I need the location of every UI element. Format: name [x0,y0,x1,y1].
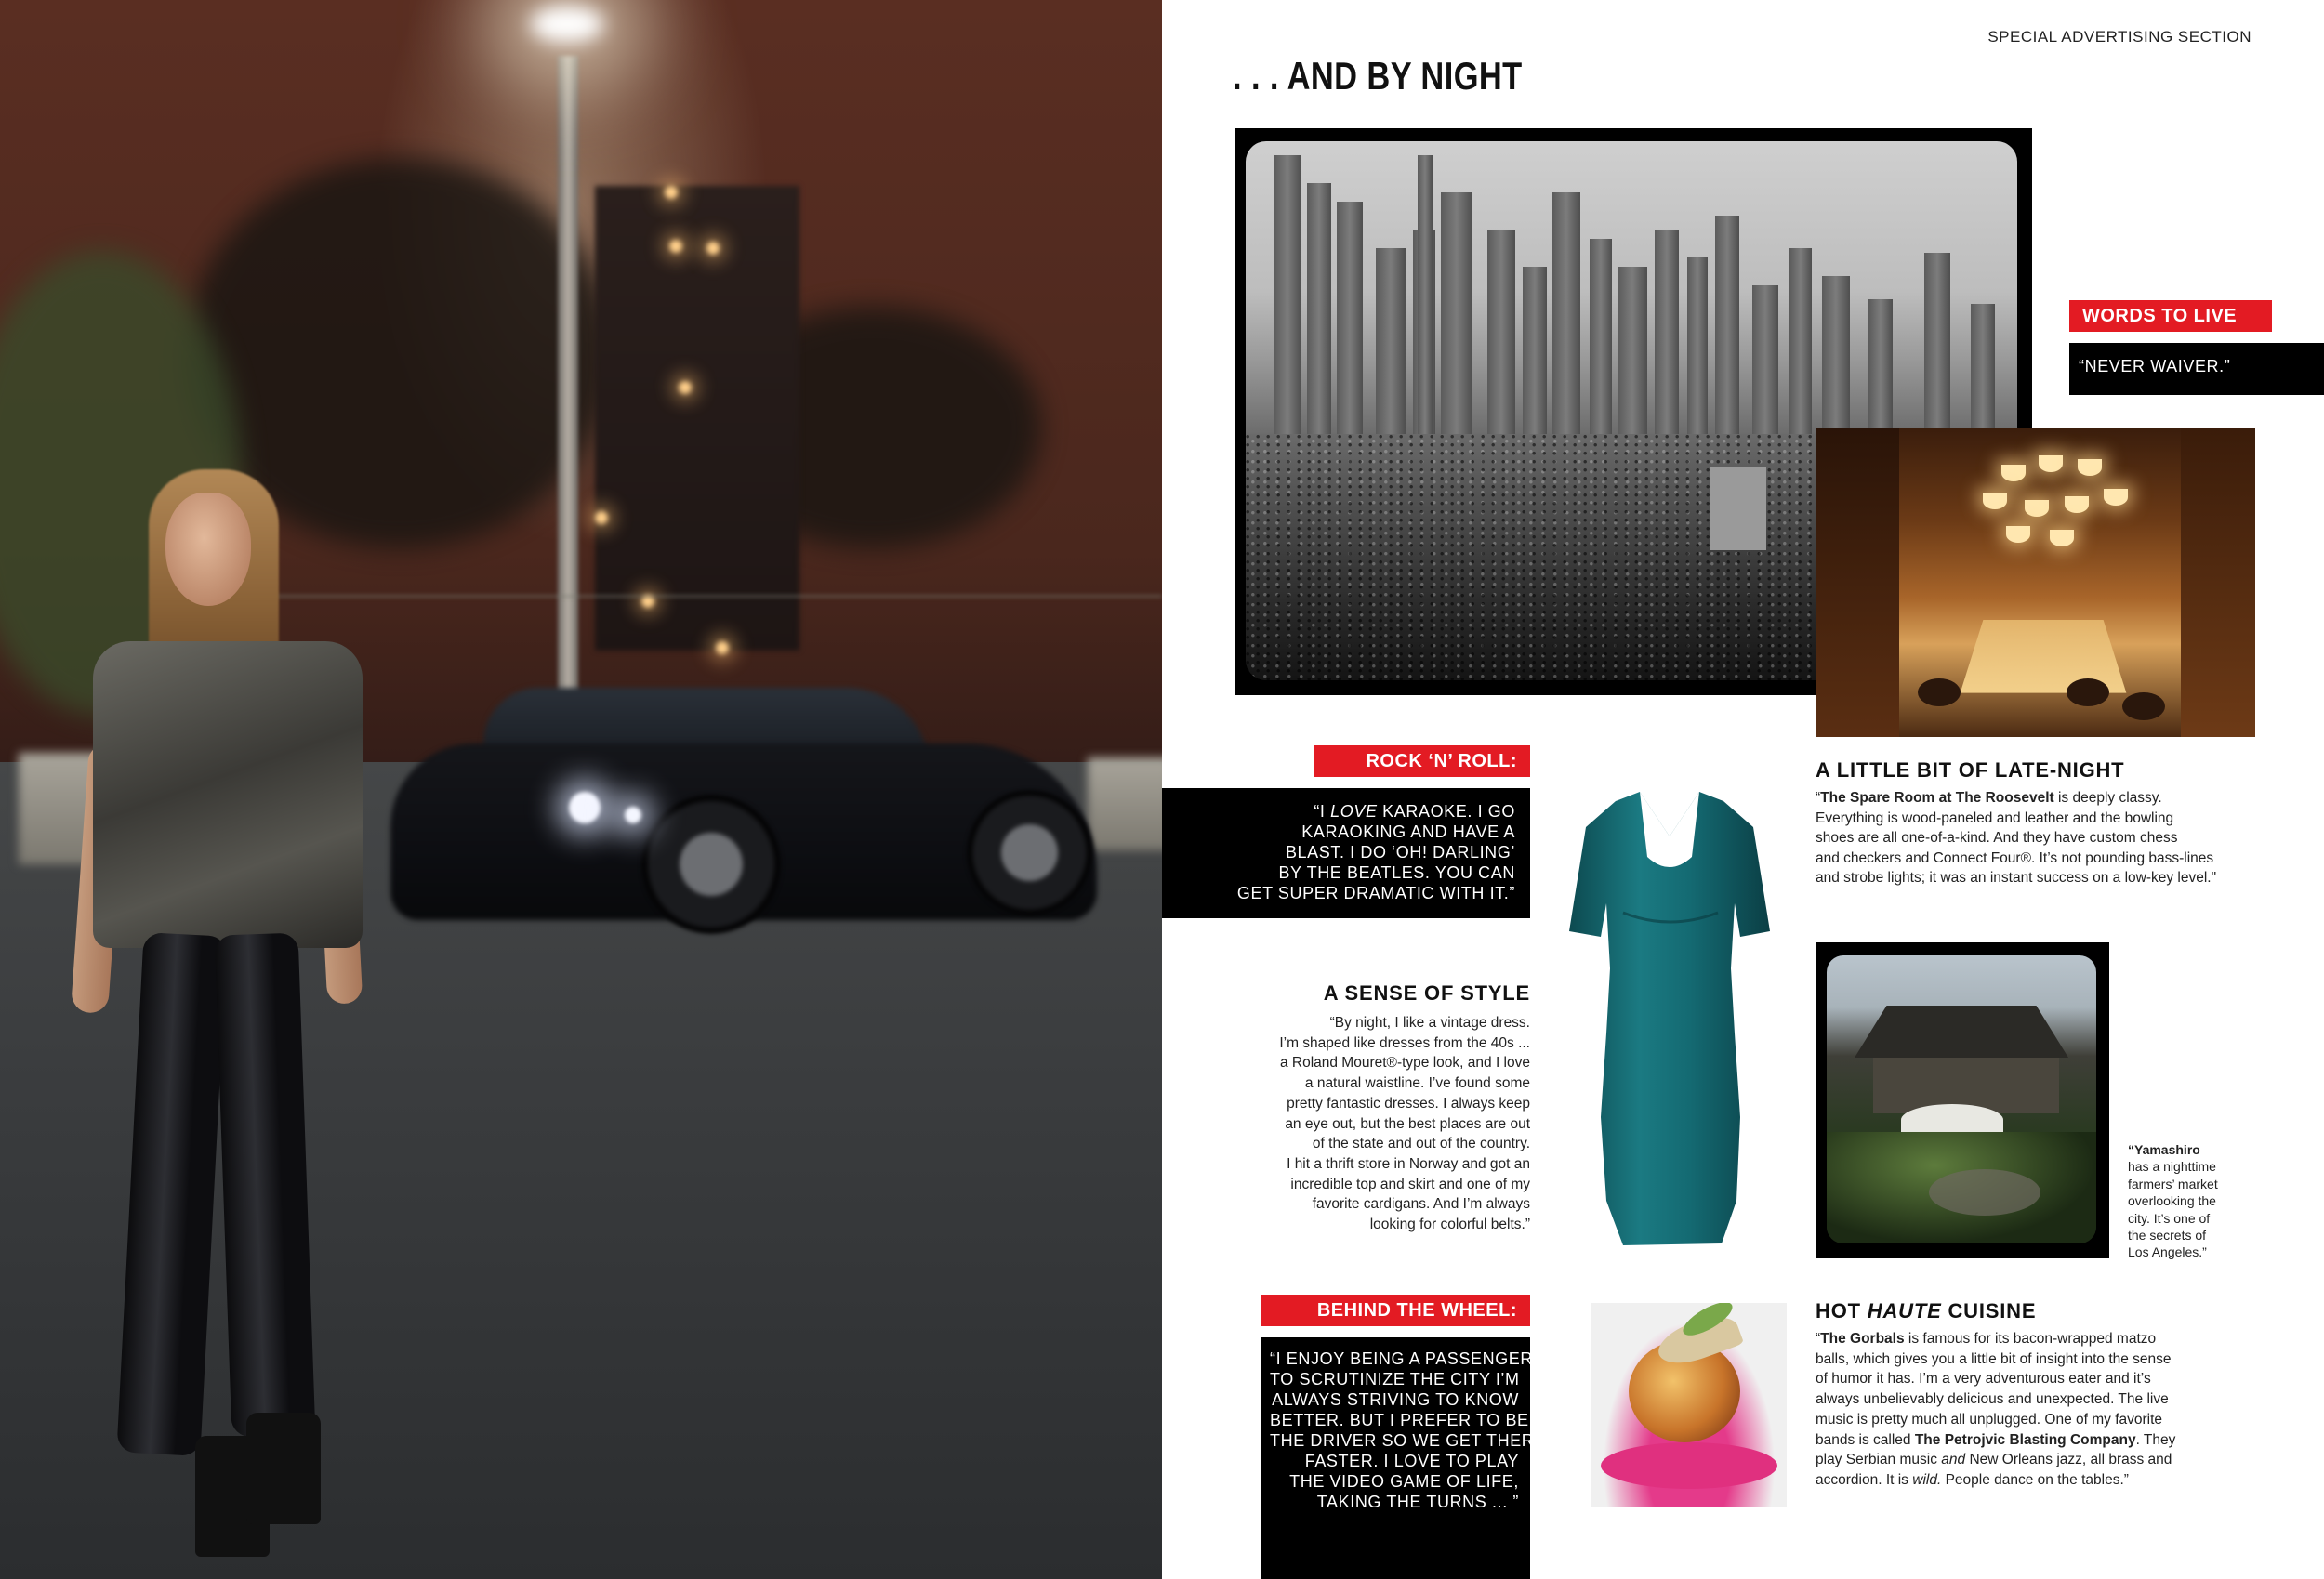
style-line: looking for colorful belts.” [1369,1217,1530,1233]
office-tower [595,186,799,651]
haute-text: People dance on the tables.” [1941,1471,2129,1488]
haute-line: of humor it has. I’m a very adventurous eater and it’s [1816,1371,2151,1388]
late-night-line: shoes are all one-of-a-kind. And they have custom chess [1816,830,2178,846]
window-light [706,242,720,255]
yamashiro-line: has a nighttime [2128,1159,2216,1175]
haute-text: bands is called [1816,1431,1915,1448]
style-line: pretty fantastic dresses. I always keep [1287,1095,1530,1112]
wheel-line: FASTER. I LOVE TO PLAY [1304,1452,1519,1470]
haute-heading-pre: HOT [1816,1299,1861,1322]
words-to-live-by-tag: WORDS TO LIVE [2069,300,2272,332]
bacon-wrapped-matzo-ball-photo [1591,1303,1787,1507]
late-night-line: and checkers and Connect Four®. It’s not pounding bass-lines [1816,849,2214,866]
rock-n-roll-quote [1162,788,1530,918]
yamashiro-caption [2128,1141,2239,1261]
special-advertising-label: SPECIAL ADVERTISING SECTION [1987,28,2251,46]
wheel-line: TO SCRUTINIZE THE CITY I’M [1270,1370,1520,1388]
haute-emphasis: wild. [1912,1471,1942,1488]
wheel-line: “I ENJOY BEING A PASSENGER, [1270,1349,1538,1368]
yamashiro-line: farmers’ market [2128,1176,2218,1191]
late-night-line: Everything is wood-paneled and leather and the bowling [1816,809,2174,826]
yamashiro-image [1827,955,2096,1243]
style-line: a Roland Mouret®-type look, and I love [1279,1055,1530,1072]
car-wheel [641,795,781,934]
style-line: I’m shaped like dresses from the 40s ... [1279,1034,1530,1051]
style-line: an eye out, but the best places are out [1285,1115,1530,1132]
haute-line: “The Gorbals is famous for its bacon-wrapped matzo [1816,1331,2157,1347]
rock-line: GET SUPER DRAMATIC WITH IT.” [1236,884,1515,902]
street-light-glow [530,6,604,43]
late-night-body [1816,788,2271,888]
window-light [665,186,678,199]
teal-vintage-dress [1558,792,1781,1249]
style-line: of the state and out of the country. [1312,1136,1530,1152]
window-light [669,240,682,253]
band-name: The Petrojvic Blasting Company [1914,1431,2136,1448]
yamashiro-line: the secrets of [2128,1228,2207,1243]
haute-heading-post: CUISINE [1948,1299,2037,1322]
haute-line [1816,1450,2234,1470]
haute-text: New Orleans jazz, all brass and [1965,1452,2172,1468]
rock-line: BLAST. I DO ‘OH! DARLING’ [1285,843,1515,862]
section-title: . . . AND BY NIGHT [1233,54,1523,98]
style-heading: A SENSE OF STYLE [1323,981,1530,1005]
style-line: incredible top and skirt and one of my [1290,1176,1530,1192]
haute-text: . They [2135,1431,2176,1448]
rock-emphasis: LOVE [1330,802,1378,821]
haute-line [1816,1470,2234,1491]
style-line: favorite cardigans. And I’m always [1312,1196,1530,1213]
wheel-line: BETTER. BUT I PREFER TO BE [1270,1411,1529,1429]
concrete-barrier [1088,757,1162,850]
rock-line: BY THE BEATLES. YOU CAN [1278,863,1515,882]
wheel-line: TAKING THE TURNS ... ” [1316,1493,1519,1511]
haute-line [1816,1430,2234,1451]
style-body [1208,1013,1530,1235]
haute-line: balls, which gives you a little bit of insight into the sense [1816,1350,2172,1367]
behind-the-wheel-quote [1261,1337,1546,1579]
yamashiro-line: city. It’s one of [2128,1210,2211,1226]
yamashiro-name: “Yamashiro [2128,1142,2200,1157]
wheel-line: THE DRIVER SO WE GET THERE [1270,1431,1546,1450]
haute-line: always unbelievably delicious and unexpected. The live [1816,1391,2169,1408]
rock-line: “I LOVE KARAOKE. I GO [1314,802,1515,821]
haute-text: play Serbian music [1816,1452,1942,1468]
yamashiro-line: Los Angeles.” [2128,1244,2207,1260]
haute-cuisine-heading [1816,1299,2036,1323]
leather-pants-leg [215,933,316,1438]
behind-the-wheel-tag: BEHIND THE WHEEL: [1261,1295,1530,1326]
style-line: a natural waistline. I’ve found some [1304,1075,1530,1092]
haute-text: is famous for its bacon-wrapped matzo [1904,1331,2157,1347]
late-night-line: “The Spare Room at The Roosevelt is deeply classy. [1816,790,2162,806]
late-night-heading: A LITTLE BIT OF LATE-NIGHT [1816,758,2125,782]
rock-line: KARAOKING AND HAVE A [1301,822,1515,841]
spare-room-bar-photo [1816,428,2255,737]
car-headlight [625,807,641,823]
late-night-line: and strobe lights; it was an instant success on a low-key level." [1816,870,2217,886]
window-light [595,511,608,524]
boot [246,1413,321,1524]
window-light [679,381,692,394]
wheel-line: THE VIDEO GAME OF LIFE, [1289,1472,1519,1491]
model-face [165,493,251,606]
style-line: I hit a thrift store in Norway and got an [1287,1155,1530,1172]
rock-n-roll-tag: ROCK ‘N’ ROLL: [1314,745,1530,777]
haute-line: music is pretty much all unplugged. One of my favorite [1816,1411,2163,1428]
haute-cuisine-body [1816,1329,2234,1491]
yamashiro-line: overlooking the [2128,1193,2216,1209]
haute-emphasis: and [1941,1452,1966,1468]
style-line: “By night, I like a vintage dress. [1329,1015,1530,1031]
venue-name: The Spare Room at The Roosevelt [1820,790,2054,806]
wheel-line: ALWAYS STRIVING TO KNOW [1272,1390,1519,1409]
late-night-text: is deeply classy. [2057,790,2162,806]
haute-heading-em: HAUTE [1867,1299,1942,1322]
haute-text: accordion. It is [1816,1471,1913,1488]
car-headlight [569,792,601,823]
metallic-top [93,641,363,948]
car-wheel [967,790,1092,915]
yamashiro-garden-photo [1816,942,2109,1258]
words-to-live-by-quote: “NEVER WAIVER.” [2069,343,2324,395]
gorbals-name: The Gorbals [1820,1331,1905,1347]
